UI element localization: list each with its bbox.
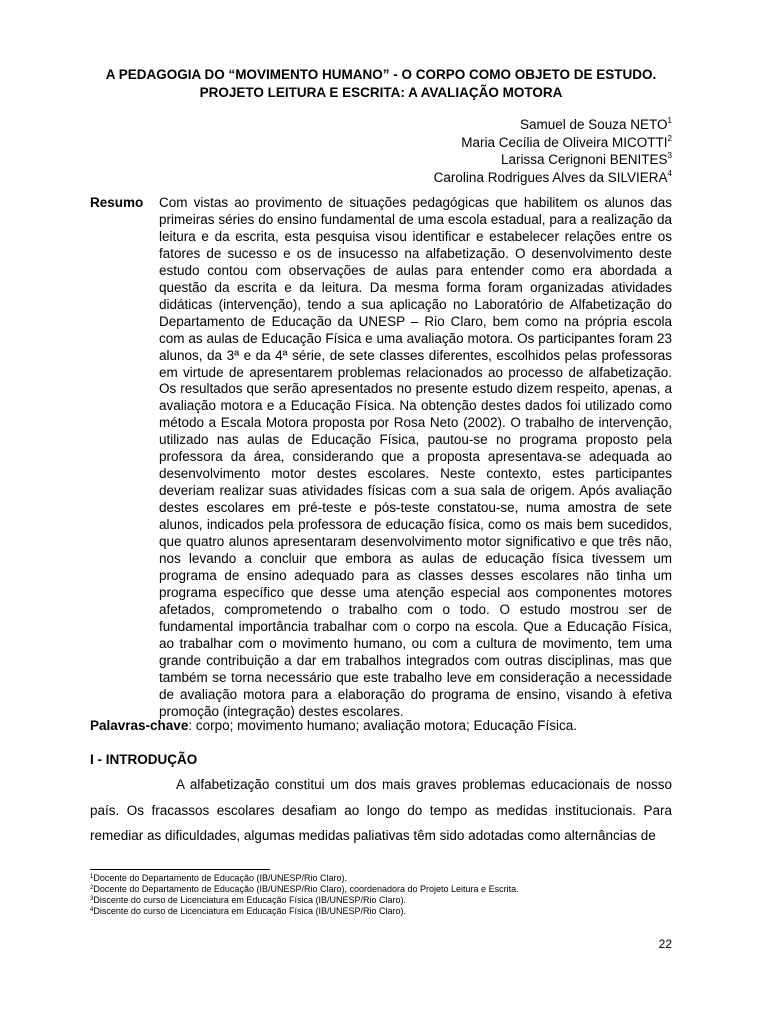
title-line-1: A PEDAGOGIA DO “MOVIMENTO HUMANO” - O CORPO COMO OBJETO DE ESTUDO. xyxy=(105,67,657,82)
footnote: $^4$Discente do curso de Licenciatura em Educação Física (IB/UNESP/Rio Claro). xyxy=(90,906,406,916)
author: Maria Cecília de Oliveira MICOTTI$^2$ xyxy=(461,133,672,150)
intro-paragraph: A alfabetização constitui um dos mais graves problemas educacionais de nosso país. Os fracassos escolares desafiam ao longo do tempo as medidas institucionais. Para remediar as dificuldades, algumas medidas paliativas têm sido adotadas como alternâncias de xyxy=(90,777,672,843)
footnote: $^1$Docente do Departamento de Educação (IB/UNESP/Rio Claro). xyxy=(90,873,347,883)
author: Carolina Rodrigues Alves da SILVIERA$^4$ xyxy=(433,168,672,185)
keywords-label: Palavras-chave xyxy=(90,718,189,733)
abstract xyxy=(90,195,672,721)
footnotes xyxy=(90,873,519,917)
section-heading: I - INTRODUÇÃO xyxy=(90,752,198,767)
footnote-mark: 3 xyxy=(667,151,672,160)
page-number: 22 xyxy=(658,937,672,951)
footnote-mark: 2 xyxy=(667,133,672,143)
abstract-label: Resumo xyxy=(90,195,144,210)
author: Samuel de Souza NETO$^1$ xyxy=(519,116,672,132)
document-page xyxy=(90,0,672,1024)
footnote-divider xyxy=(90,869,270,870)
paper-title xyxy=(90,66,672,102)
keywords-text: : corpo; movimento humano; avaliação motora; Educação Física. xyxy=(188,718,578,733)
title-line-2: PROJETO LEITURA E ESCRITA: A AVALIAÇÃO MOTORA xyxy=(199,85,563,100)
abstract-text: Com vistas ao provimento de situações pedagógicas que habilitem os alunos das primeiras séries do ensino fundamental de uma escola estadual, para a realização da leitura e da escrita, esta pesquisa visou identificar e estabelecer relações entre os fatores de sucesso e os de insucesso na alfabetização. O desenvolvimento deste estudo contou com observações de aulas para entender como era abordada a questão da escrita e da leitura. Da mesma forma foram organizadas atividades didáticas (intervenção), tendo a sua aplicação no Laboratório de Alfabetização do Departamento de Educação da UNESP – Rio Claro, bem como na própria escola com as aulas de Educação Física e uma avaliação motora. Os participantes foram 23 alunos, da 3ª e da 4ª série, de sete classes diferentes, escolhidos pelas professoras em virtude de apresentarem problemas relacionados ao processo de alfabetização. Os resultados que serão apresentados no presente estudo dizem respeito, apenas, a avaliação motora e a Educação Física. Na obtenção destes dados foi utilizado como método a Escala Motora proposta por Rosa Neto (2002). O trabalho de intervenção, utilizado nas aulas de Educação Física, pautou-se no programa proposto pela professora da área, considerando que a proposta apresentava-se adequada ao desenvolvimento motor destes escolares. Neste contexto, estes participantes deveriam realizar suas atividades físicas com a sua sala de origem. Após avaliação destes escolares em pré-teste e pós-teste constatou-se, numa amostra de sete alunos, indicados pela professora de educação física, como os mais bem sucedidos, que quatro alunos apresentaram desenvolvimento motor significativo e que três não, nos levando a concluir que embora as aulas de educação física tivessem um programa de ensino adequado para as classes desses escolares não tinha um programa específico que desse uma atenção especial aos componentes motores afetados, comprometendo o trabalho com o todo. O estudo mostrou ser de fundamental importância trabalhar com o corpo na escola. Que a Educação Física, ao trabalhar com o movimento humano, ou com a cultura de movimento, tem uma grande contribuição a dar em trabalhos integrados com outras disciplinas, mas que também se torna necessário que este trabalho leve em consideração a necessidade de avaliação motora para a elaboração do programa de ensino, visando à efetiva promoção (integração) destes escolares. xyxy=(159,195,672,719)
author-list xyxy=(434,116,672,186)
footnote-mark: 4 xyxy=(667,168,672,178)
author: Larissa Cerignoni BENITES$^3$ xyxy=(500,151,672,167)
footnote-mark: 1 xyxy=(667,116,672,125)
keywords xyxy=(90,717,577,735)
footnote: $^2$Docente do Departamento de Educação (IB/UNESP/Rio Claro), coordenadora do Projeto Leitura e Escrita. xyxy=(90,884,519,894)
footnote: $^3$Discente do curso de Licenciatura em Educação Física (IB/UNESP/Rio Claro). xyxy=(90,895,406,905)
